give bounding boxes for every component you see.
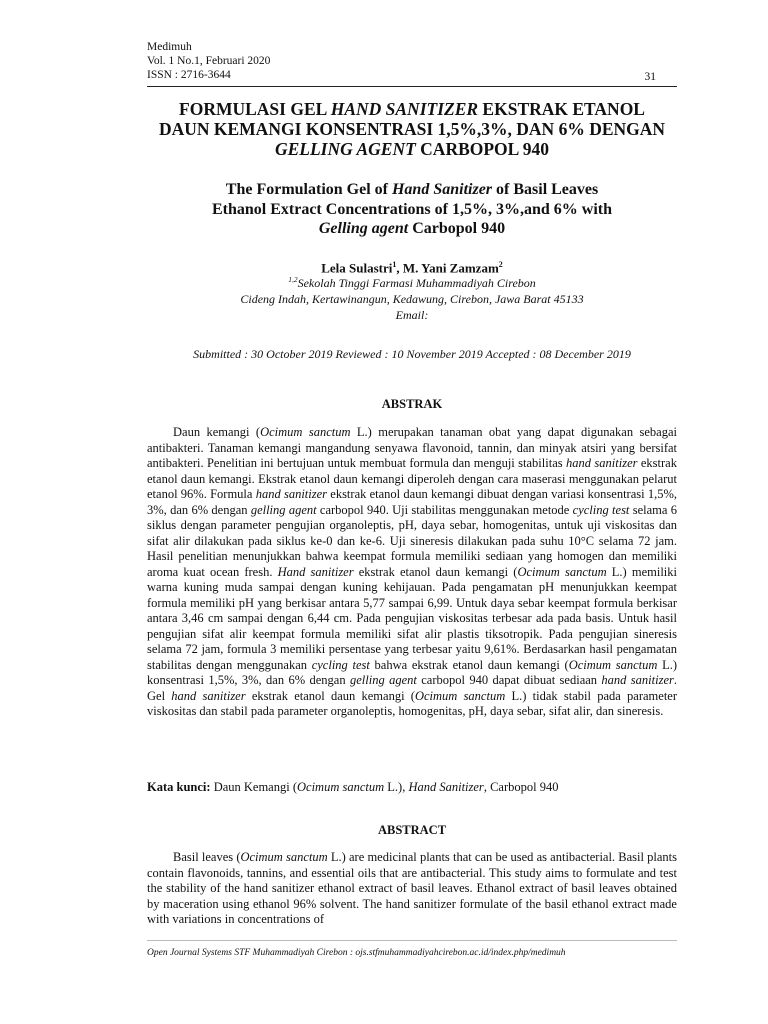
journal-volume: Vol. 1 No.1, Februari 2020: [147, 55, 271, 67]
author-name: M. Yani Zamzam: [402, 260, 499, 276]
abstract-heading: ABSTRACT: [377, 823, 447, 837]
header-divider: [147, 86, 677, 87]
abstrak-heading: ABSTRAK: [381, 397, 443, 411]
address: Cideng Indah, Kertawinangun, Kedawung, Cirebon, Jawa Barat 45133: [240, 292, 584, 306]
abstrak-body: Daun kemangi (Ocimum sanctum L.) merupakan tanaman obat yang dapat digunakan sebagai antibakteri. Tanaman kemangi mangandung senyawa flavonoid, tannin, dan minyak atsiri yang bersifat antibakteri. Penelitian ini bertujuan untuk membuat formula dan menguji stabilitas hand sanitizer ekstrak etanol daun kemangi. Ekstrak etanol daun kemangi diperoleh dengan cara maserasi menggunakan pelarut etanol 96%. Formula hand sanitizer ekstrak etanol daun kemangi dibuat dengan variasi konsentrasi 1,5%, 3%, dan 6% dengan gelling agent carbopol 940. Uji stabilitas menggunakan metode cycling test selama 6 siklus dengan parameter pengujian organoleptis, pH, daya sebar, homogenitas, untuk uji viskositas dan sifat alir dilakukan pada siklus ke-0 dan ke-6. Uji sineresis dilakukan pada suhu 10°C selama 72 jam. Hasil penelitian menunjukkan bahwa keempat formula memiliki sediaan yang homogen dan memiliki aroma kuat ocean fresh. Hand sanitizer ekstrak etanol daun kemangi (Ocimum sanctum L.) memiliki warna kuning muda sampai dengan kuning kehijauan. Pada pengamatan pH menunjukkan keempat formula memiliki pH yang berkisar antara 5,77 sampai 6,99. Untuk daya sebar keempat formula berkisar antara 3,46 cm sampai dengan 6,44 cm. Pada pengujian viskositas terbesar ada pada basis. Untuk hasil pengujian sifat alir keempat formula memiliki sifat alir plastis tiksotropik. Pada pengujian sineresis selama 72 jam, formula 3 memiliki persentase yang terbesar yaitu 9,61%. Berdasarkan hasil pengamatan stabilitas dengan menggunakan cycling test bahwa ekstrak etanol daun kemangi (Ocimum sanctum L.) konsentrasi 1,5%, 3%, dan 6% dengan gelling agent carbopol 940 dapat dibuat sediaan hand sanitizer. Gel hand sanitizer ekstrak etanol daun kemangi (Ocimum sanctum L.) tidak stabil pada parameter viskositas dan stabil pada parameter organoleptis, homogenitas, pH, daya sebar, sifat alir, dan sineresis.: [147, 425, 678, 718]
title-indonesian: FORMULASI GEL HAND SANITIZER EKSTRAK ETANOL DAUN KEMANGI KONSENTRASI 1,5%,3%, DAN 6% DENGAN GELLING AGENT CARBOPOL 940: [158, 99, 666, 159]
footer-divider: [147, 940, 677, 941]
page-number: 31: [644, 71, 656, 83]
journal-name: Medimuh: [147, 41, 192, 53]
title-english: The Formulation Gel of Hand Sanitizer of Basil Leaves Ethanol Extract Concentrations of 1,5%, 3%,and 6% with Gelling agent Carbopol 940: [211, 181, 612, 237]
affiliation: $^{1,2}$Sekolah Tinggi Farmasi Muhammadiyah Cirebon Cideng Indah, Kertawinangun, Kedawung, Cirebon, Jawa Barat 45133 Email:: [147, 272, 677, 323]
keywords-label: Kata kunci:: [147, 780, 211, 794]
author-name: Lela Sulastri: [321, 260, 393, 276]
footer-text: Open Journal Systems STF Muhammadiyah Cirebon : ojs.stfmuhammadiyahcirebon.ac.id/index.php/medimuh: [147, 948, 566, 958]
journal-header: [147, 40, 270, 82]
institution: Sekolah Tinggi Farmasi Muhammadiyah Cirebon: [297, 276, 536, 290]
journal-issn: ISSN : 2716-3644: [147, 69, 231, 81]
email-label: Email:: [395, 308, 429, 322]
abstract-body: Basil leaves (Ocimum sanctum L.) are medicinal plants that can be used as antibacterial. Basil plants contain flavonoids, tannins, and essential oils that are antibacterial. This study aims to formulate and test the stability of the hand sanitizer ethanol extract of basil leaves. Ethanol extract of basil leaves obtained by maceration using ethanol 96% solvent. The hand sanitizer formulate of the basil ethanol extract made with variations in concentrations of: [147, 850, 678, 926]
keywords: Kata kunci: Daun Kemangi (Ocimum sanctum L.), Hand Sanitizer, Carbopol 940: [147, 780, 559, 794]
author-list: Lela Sulastri$^1$, M. Yani Zamzam$^2$: [321, 260, 503, 276]
submission-dates: Submitted : 30 October 2019 Reviewed : 10 November 2019 Accepted : 08 December 2019: [193, 347, 631, 361]
